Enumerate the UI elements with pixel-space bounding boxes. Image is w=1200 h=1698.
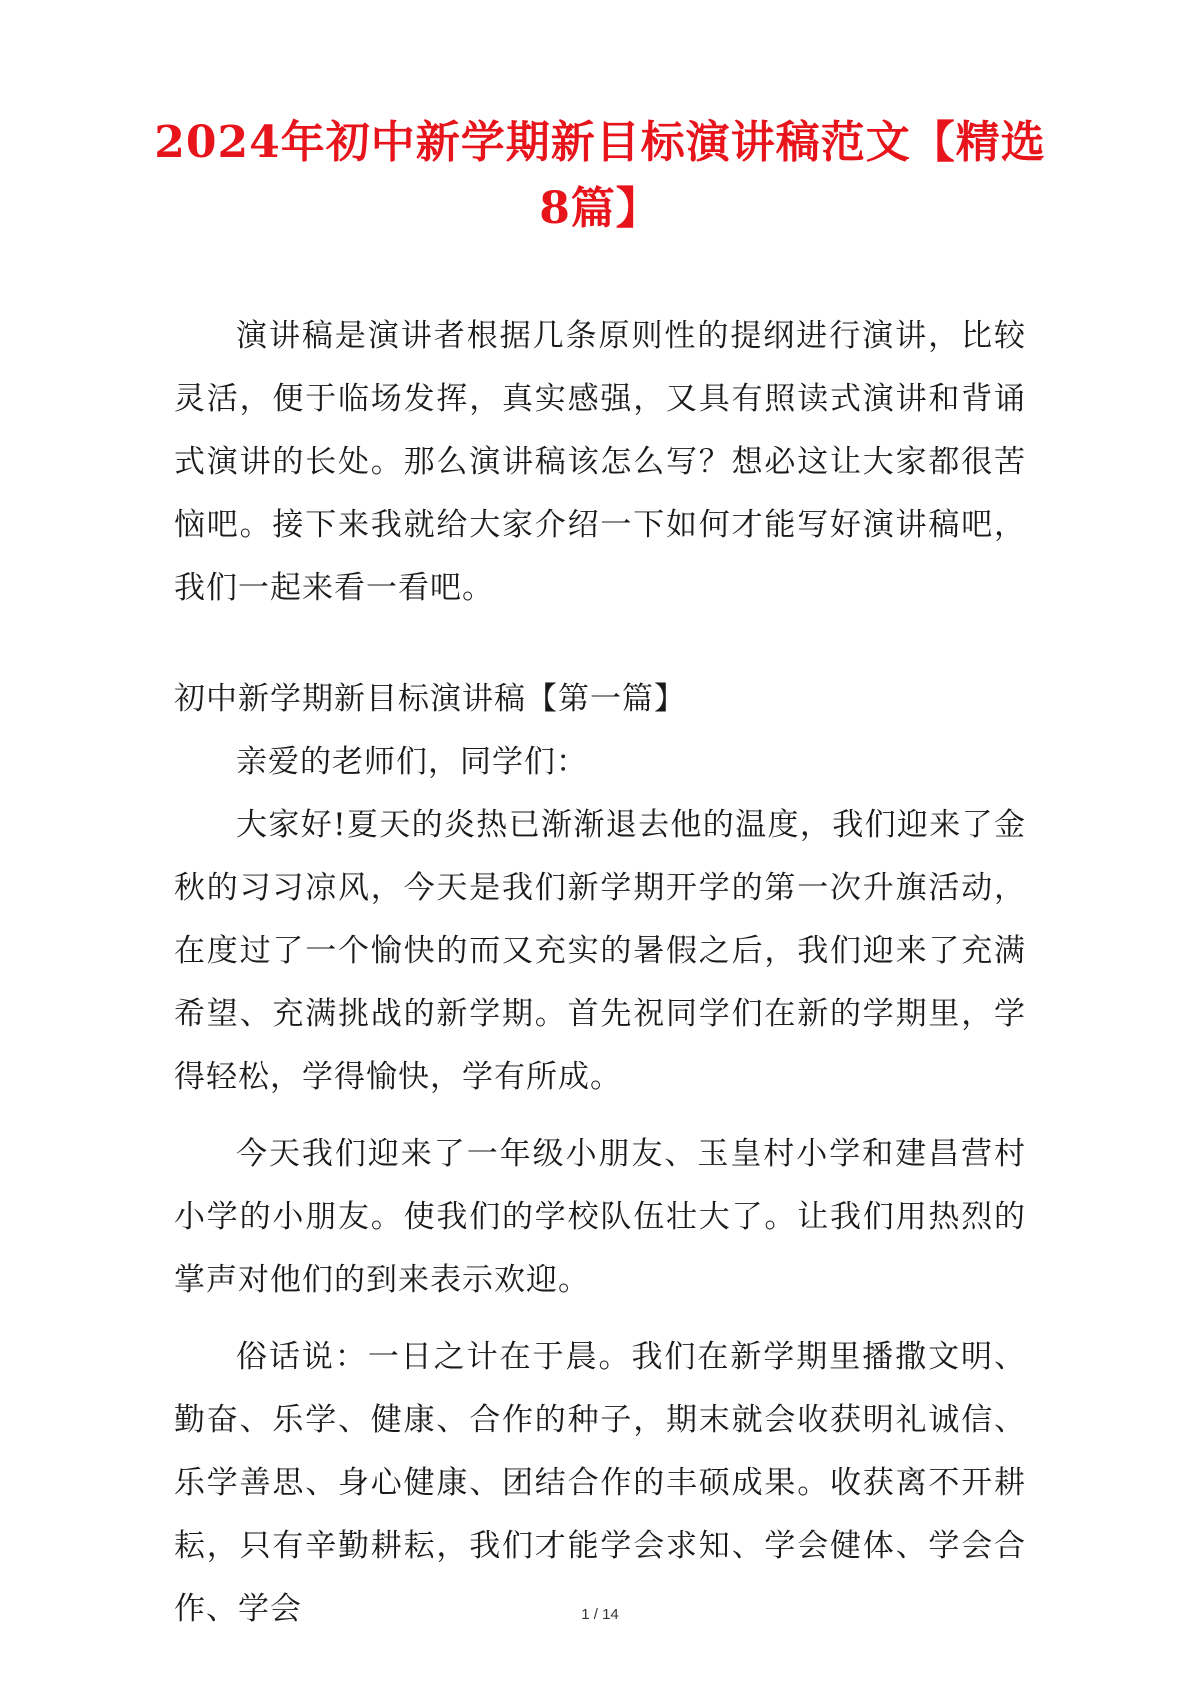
body-paragraph: 大家好!夏天的炎热已渐渐退去他的温度，我们迎来了金秋的习习凉风，今天是我们新学期开学的第一次升旗活动，在度过了一个愉快的而又充实的暑假之后，我们迎来了充满希望、充满挑战的新学期。首先祝同学们在新的学期里，学得轻松，学得愉快，学有所成。 xyxy=(174,807,1026,1095)
salutation-paragraph: 亲爱的老师们，同学们： xyxy=(236,744,588,780)
intro-paragraph: 演讲稿是演讲者根据几条原则性的提纲进行演讲，比较灵活，便于临场发挥，真实感强，又具有照读式演讲和背诵式演讲的长处。那么演讲稿该怎么写？想必这让大家都很苦恼吧。接下来我就给大家介绍一下如何才能写好演讲稿吧，我们一起来看一看吧。 xyxy=(174,318,1026,606)
spacer xyxy=(174,1109,1026,1123)
page-number: 1 / 14 xyxy=(581,1606,619,1623)
document-body xyxy=(174,305,1026,1641)
spacer xyxy=(174,620,1026,668)
document-title: 2024年初中新学期新目标演讲稿范文【精选8篇】 xyxy=(154,117,1046,234)
spacer xyxy=(174,1312,1026,1326)
section-heading: 初中新学期新目标演讲稿【第一篇】 xyxy=(174,681,686,717)
body-paragraph: 俗话说：一日之计在于晨。我们在新学期里播撒文明、勤奋、乐学、健康、合作的种子，期末就会收获明礼诚信、乐学善思、身心健康、团结合作的丰硕成果。收获离不开耕耘，只有辛勤耕耘，我们才能学会求知、学会健体、学会合作、学会 xyxy=(174,1339,1026,1627)
body-paragraph: 今天我们迎来了一年级小朋友、玉皇村小学和建昌营村小学的小朋友。使我们的学校队伍壮大了。让我们用热烈的掌声对他们的到来表示欢迎。 xyxy=(174,1136,1026,1298)
